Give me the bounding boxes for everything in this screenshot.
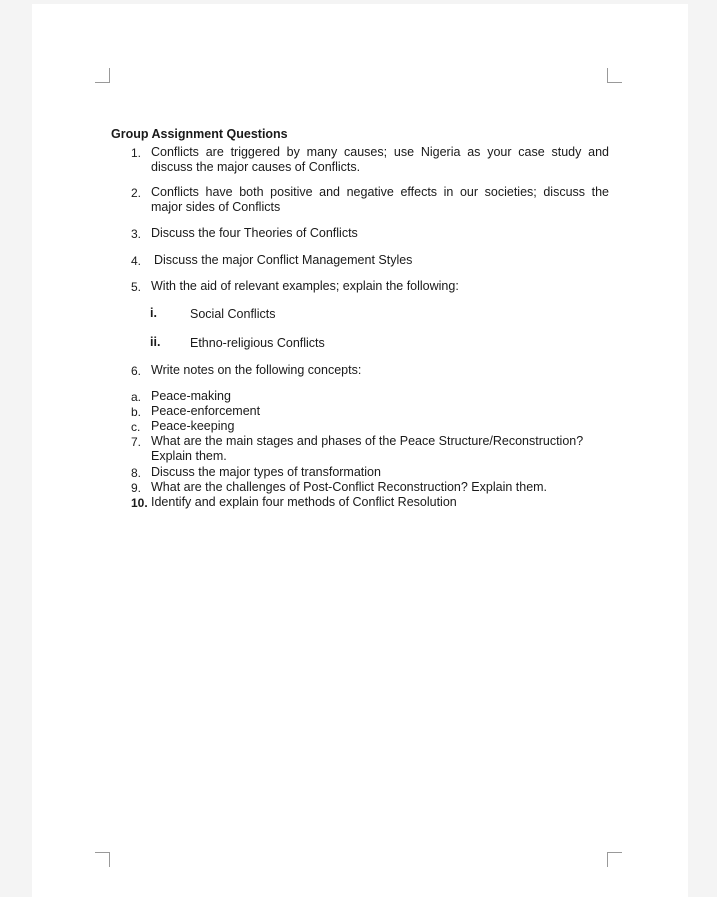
item-number: 3. [131, 227, 142, 241]
subitem-text: Ethno-religious Conflicts [190, 336, 325, 350]
item-text: Discuss the four Theories of Conflicts [151, 226, 358, 240]
item-text: What are the challenges of Post-Conflict Reconstruction? Explain them. [151, 480, 548, 494]
concept-text: Peace-making [151, 389, 231, 403]
item-number: 5. [131, 280, 142, 294]
crop-mark-top-right [607, 68, 622, 83]
concept-text: Peace-enforcement [151, 404, 261, 418]
item-number: 6. [131, 364, 142, 378]
item-text: Discuss the major Conflict Management Styles [154, 253, 413, 267]
item-number: 2. [131, 186, 142, 200]
item-text: Conflicts are triggered by many causes; use Nigeria as your case study and discuss the major causes of Conflicts. [151, 145, 609, 174]
item-number: 8. [131, 466, 142, 480]
concept-text: Peace-keeping [151, 419, 235, 433]
crop-mark-top-left [95, 68, 110, 83]
subitem-text: Social Conflicts [190, 307, 276, 321]
subitem-number: i. [150, 306, 157, 320]
crop-mark-bottom-left [95, 852, 110, 867]
item-text: Write notes on the following concepts: [151, 363, 362, 377]
document-heading: Group Assignment Questions [111, 127, 288, 141]
item-number: 1. [131, 146, 142, 160]
crop-mark-bottom-right [607, 852, 622, 867]
item-number: 10. [131, 496, 148, 510]
concept-letter: b. [131, 405, 142, 419]
item-number: 4. [131, 254, 142, 268]
subitem-number: ii. [150, 335, 161, 349]
item-text: Discuss the major types of transformation [151, 465, 381, 479]
item-number: 7. [131, 435, 142, 449]
concept-letter: a. [131, 390, 142, 404]
item-number: 9. [131, 481, 142, 495]
concept-letter: c. [131, 420, 141, 434]
item-text: Conflicts have both positive and negative effects in our societies; discuss the major sides of Conflicts [151, 185, 609, 214]
item-text: What are the main stages and phases of the Peace Structure/Reconstruction? Explain them. [151, 434, 584, 463]
document-page [32, 4, 688, 897]
item-text: Identify and explain four methods of Conflict Resolution [151, 495, 457, 509]
item-text: With the aid of relevant examples; explain the following: [151, 279, 459, 293]
